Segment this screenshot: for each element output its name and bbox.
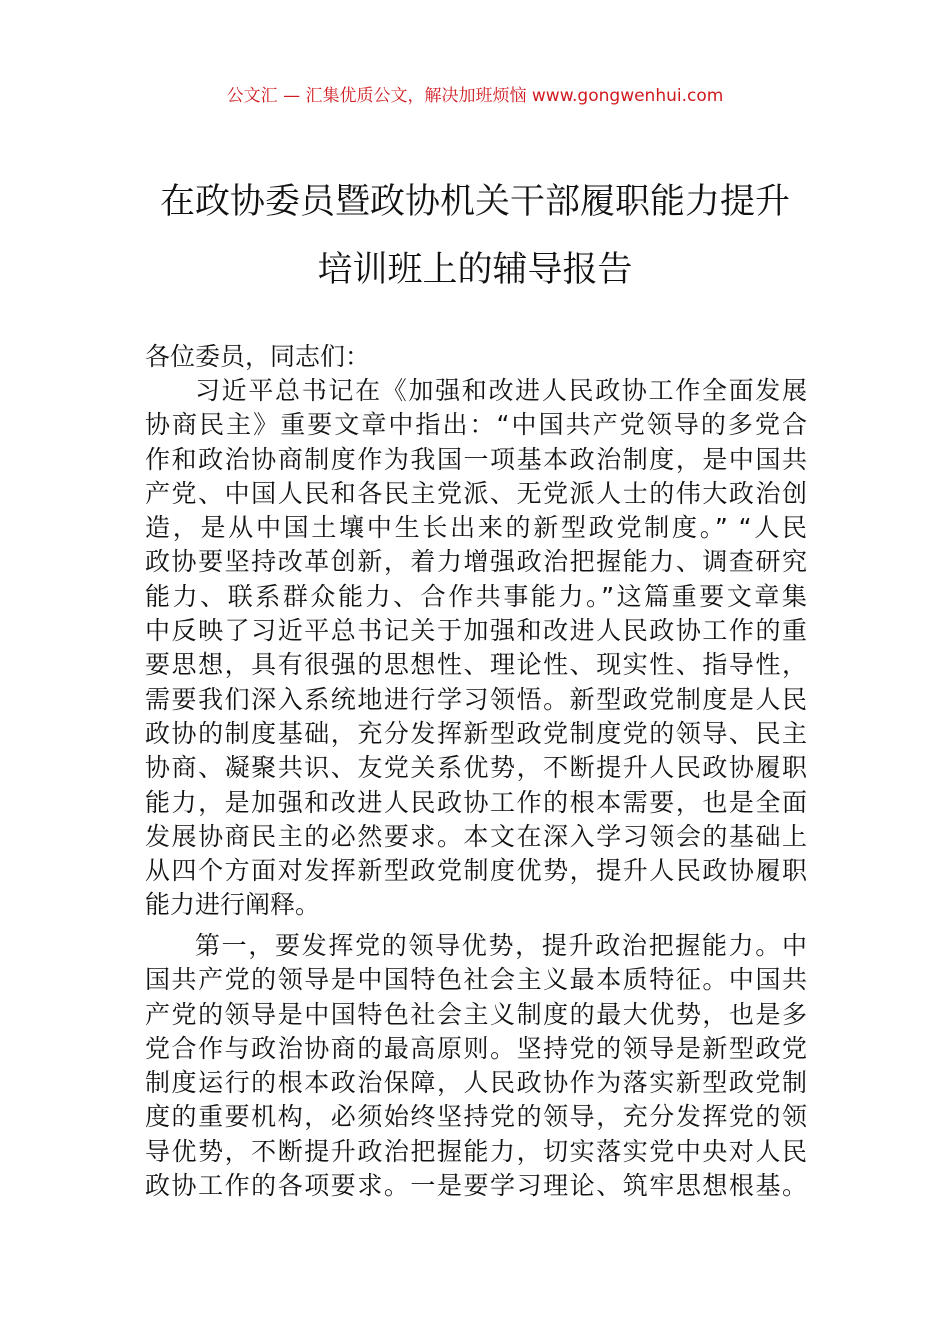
- paragraph-line: 作和政治协商制度作为我国一项基本政治制度，是中国共: [145, 444, 807, 474]
- paragraph-line: 要思想，具有很强的思想性、理论性、现实性、指导性，: [145, 650, 807, 680]
- header-banner[interactable]: 公文汇 — 汇集优质公文，解决加班烦恼 www.gongwenhui.com: [226, 86, 724, 106]
- salutation: 各位委员，同志们：: [145, 342, 371, 371]
- paragraph-line: 第一，要发挥党的领导优势，提升政治把握能力。中: [195, 931, 807, 960]
- paragraph-line: 需要我们深入系统地进行学习领悟。新型政党制度是人民: [145, 684, 807, 714]
- paragraph-line: 习近平总书记在《加强和改进人民政协工作全面发展: [195, 376, 807, 405]
- paragraph-line: 政协工作的各项要求。一是要学习理论、筑牢思想根基。: [145, 1171, 807, 1201]
- paragraph-line: 能力、联系群众能力、合作共事能力。”这篇重要文章集: [145, 581, 807, 611]
- paragraph-line: 导优势，不断提升政治把握能力，切实落实党中央对人民: [145, 1136, 807, 1166]
- paragraph-line: 能力进行阐释。: [145, 890, 321, 920]
- paragraph-line: 能力，是加强和改进人民政协工作的根本需要，也是全面: [145, 787, 807, 817]
- paragraph-line: 协商民主》重要文章中指出：“中国共产党领导的多党合: [145, 410, 807, 440]
- paragraph-line: 协商、凝聚共识、友党关系优势，不断提升人民政协履职: [145, 753, 807, 783]
- document-title-line-1: 在政协委员暨政协机关干部履职能力提升: [159, 182, 790, 222]
- paragraph-line: 产党的领导是中国特色社会主义制度的最大优势，也是多: [145, 999, 807, 1029]
- paragraph-line: 发展协商民主的必然要求。本文在深入学习领会的基础上: [145, 821, 807, 851]
- paragraph-2: [145, 929, 807, 1203]
- paragraph-line: 政协要坚持改革创新，着力增强政治把握能力、调查研究: [145, 547, 807, 577]
- paragraph-line: 产党、中国人民和各民主党派、无党派人士的伟大政治创: [145, 478, 807, 508]
- paragraph-line: 制度运行的根本政治保障，人民政协作为落实新型政党制: [145, 1068, 807, 1098]
- paragraph-line: 国共产党的领导是中国特色社会主义最本质特征。中国共: [145, 965, 807, 995]
- paragraph-line: 政协的制度基础，充分发挥新型政党制度党的领导、民主: [145, 718, 807, 748]
- paragraph-1: [145, 374, 807, 923]
- paragraph-line: 中反映了习近平总书记关于加强和改进人民政协工作的重: [145, 616, 807, 646]
- paragraph-line: 党合作与政治协商的最高原则。坚持党的领导是新型政党: [145, 1033, 807, 1063]
- paragraph-line: 造，是从中国土壤中生长出来的新型政党制度。” “人民: [145, 513, 807, 543]
- paragraph-line: 从四个方面对发挥新型政党制度优势，提升人民政协履职: [145, 856, 807, 886]
- paragraph-line: 度的重要机构，必须始终坚持党的领导，充分发挥党的领: [145, 1102, 807, 1132]
- document-title-line-2: 培训班上的辅导报告: [317, 250, 633, 290]
